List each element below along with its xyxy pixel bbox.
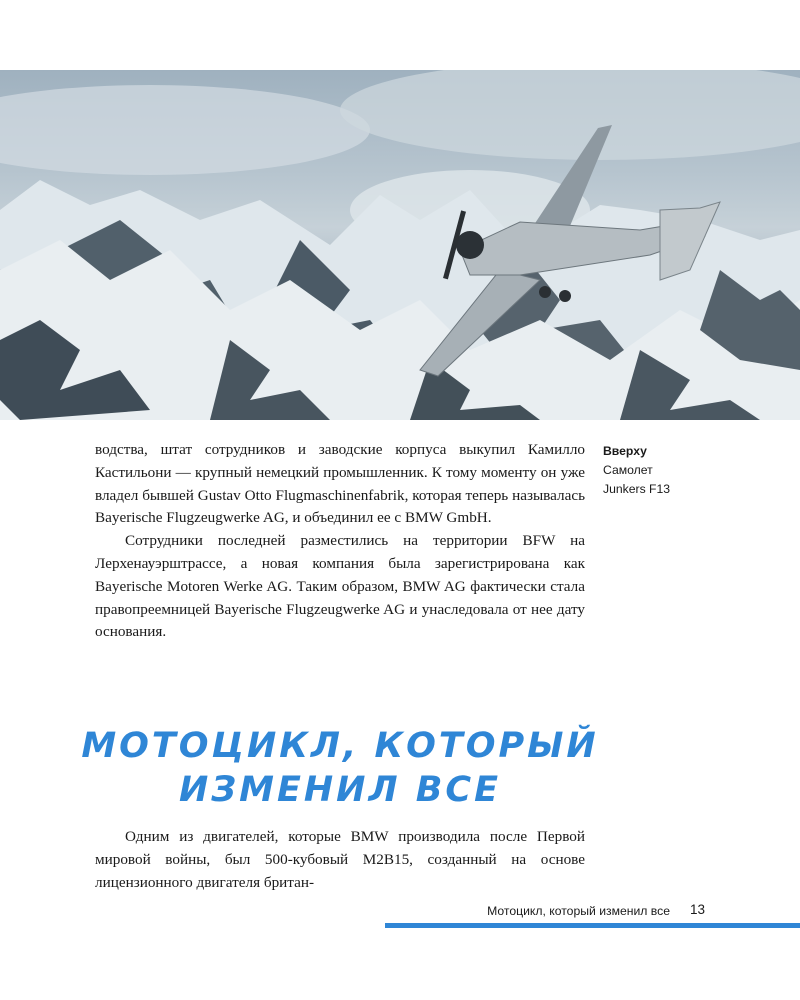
airplane-over-mountains-illustration bbox=[0, 70, 800, 420]
caption-line-2: Junkers F13 bbox=[603, 482, 671, 496]
footer-rule bbox=[385, 923, 800, 928]
paragraph-2: Сотрудники последней разместились на территории BFW на Лерхенауэрштрассе, а новая компания была зарегистрирована как Bayerische Motoren Werke AG. Таким образом, BMW AG фактически стала правопреемницей Bayerische Flugzeugwerke AG и унаследовала от нее дату основания. bbox=[95, 532, 585, 641]
page-number: 13 bbox=[690, 902, 706, 917]
section-heading-line-2: ИЗМЕНИЛ ВСЕ bbox=[178, 770, 501, 810]
paragraph-1: водства, штат сотрудников и заводские корпуса выкупил Камилло Кастильони — крупный немецкий промышленник. К тому моменту он уже владел бывшей Gustav Otto Flugmaschinenfabrik, которая теперь называлась Bayerische Flugzeugwerke AG, и объединил ее с BMW GmbH. bbox=[95, 441, 585, 527]
body-text-top bbox=[95, 439, 585, 644]
photo-caption bbox=[603, 442, 753, 499]
section-heading-line-1: МОТОЦИКЛ, КОТОРЫЙ bbox=[81, 726, 599, 766]
caption-heading: Вверху bbox=[603, 444, 647, 458]
paragraph-3: Одним из двигателей, которые BMW производила после Первой мировой войны, был 500-кубовый M2B15, созданный на основе лицензионного двигателя британ- bbox=[95, 828, 585, 891]
running-footer-title: Мотоцикл, который изменил все bbox=[487, 904, 670, 918]
body-text-bottom bbox=[95, 826, 585, 894]
caption-line-1: Самолет bbox=[603, 463, 653, 477]
hero-photo bbox=[0, 70, 800, 420]
section-heading bbox=[80, 724, 600, 812]
